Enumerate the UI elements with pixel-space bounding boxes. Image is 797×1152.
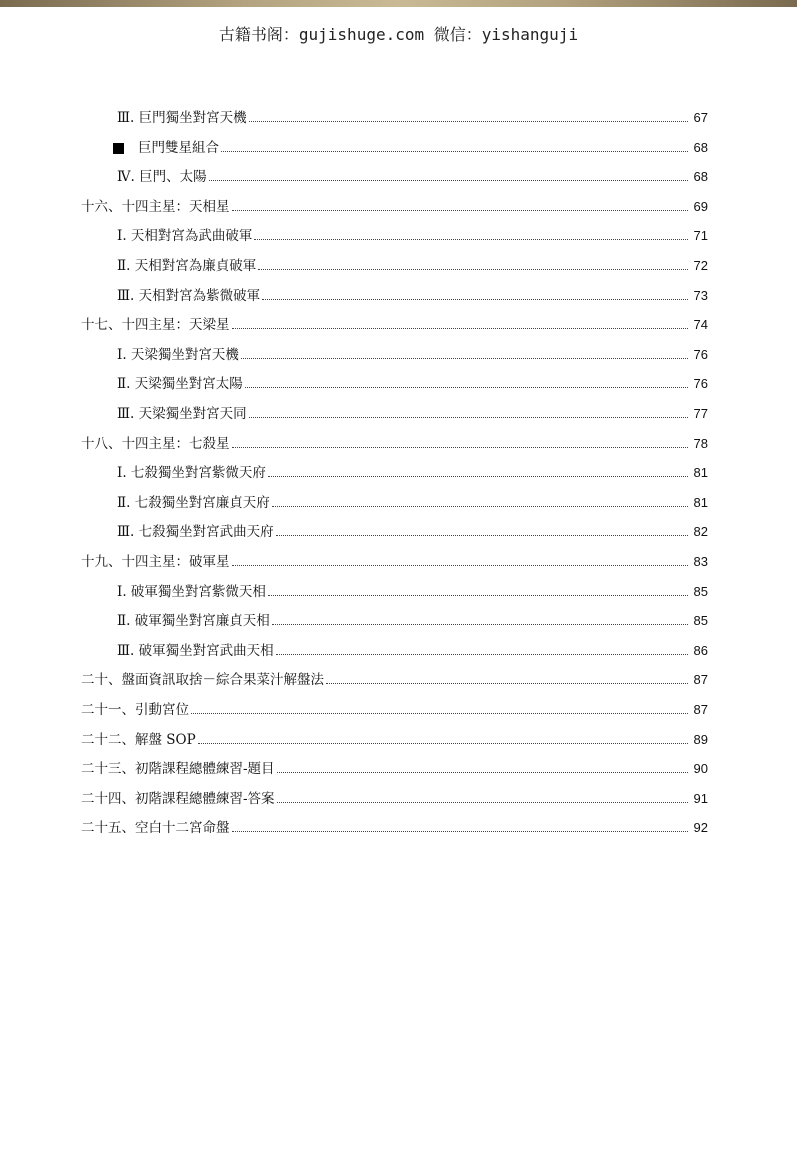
toc-entry-title: 二十三、初階課程總體練習-題目 [81, 761, 275, 778]
toc-entry-page-number: 82 [693, 524, 708, 540]
toc-entry-title: Ⅰ. 天梁獨坐對宮天機 [117, 346, 239, 363]
toc-entry-title: Ⅰ. 天相對宮為武曲破軍 [117, 228, 253, 245]
toc-dot-leader [268, 475, 688, 477]
toc-entry-page-number: 71 [693, 228, 708, 244]
toc-entry[interactable] [117, 255, 708, 275]
toc-dot-leader [276, 653, 688, 655]
toc-dot-leader [232, 209, 689, 211]
toc-dot-leader [241, 357, 688, 359]
toc-entry-page-number: 74 [693, 317, 708, 333]
toc-entry-page-number: 76 [693, 376, 708, 392]
toc-entry[interactable] [117, 492, 708, 512]
toc-dot-leader [268, 594, 688, 596]
toc-entry-title: Ⅲ. 破軍獨坐對宮武曲天相 [117, 642, 274, 659]
toc-entry[interactable] [117, 640, 708, 660]
toc-entry[interactable] [81, 669, 708, 689]
toc-dot-leader [258, 268, 688, 270]
toc-entry[interactable] [81, 433, 708, 453]
toc-entry[interactable] [117, 373, 708, 393]
toc-entry-page-number: 72 [693, 258, 708, 273]
toc-entry-title: 巨門雙星組合 [138, 139, 219, 156]
toc-entry-page-number: 90 [693, 761, 708, 777]
toc-dot-leader [262, 298, 688, 300]
toc-entry-page-number: 68 [693, 169, 708, 185]
toc-entry-page-number: 85 [693, 583, 708, 599]
toc-dot-leader [221, 150, 688, 152]
toc-dot-leader [249, 416, 688, 418]
toc-entry-title: Ⅱ. 破軍獨坐對宮廉貞天相 [117, 613, 270, 630]
toc-entry-title: 二十一、引動宮位 [81, 702, 189, 718]
toc-entry[interactable] [81, 758, 708, 778]
toc-entry-page-number: 81 [693, 494, 708, 510]
toc-entry-page-number: 67 [693, 110, 708, 125]
toc-dot-leader [245, 386, 688, 388]
toc-entry[interactable] [117, 462, 708, 482]
toc-dot-leader [272, 505, 688, 507]
toc-entry-page-number: 92 [693, 820, 708, 836]
toc-entry-title: Ⅱ. 七殺獨坐對宮廉貞天府 [117, 494, 270, 511]
toc-entry[interactable] [117, 403, 708, 423]
toc-entry-page-number: 68 [693, 139, 708, 155]
toc-entry-page-number: 77 [693, 406, 708, 421]
toc-entry-page-number: 78 [693, 435, 708, 451]
toc-entry-title: 十七、十四主星：天梁星 [81, 317, 230, 334]
toc-entry[interactable] [81, 788, 708, 808]
toc-entry-title: Ⅰ. 七殺獨坐對宮紫微天府 [117, 465, 266, 482]
toc-entry-title: Ⅲ. 天梁獨坐對宮天同 [117, 406, 247, 422]
toc-dot-leader [209, 179, 688, 181]
toc-entry[interactable] [81, 729, 708, 749]
toc-entry[interactable] [81, 817, 708, 837]
toc-entry-title: 二十五、空白十二宮命盤 [81, 820, 230, 837]
toc-entry-title: 十八、十四主星：七殺星 [81, 435, 230, 452]
toc-entry-page-number: 83 [693, 554, 708, 569]
toc-entry[interactable] [117, 225, 708, 245]
toc-entry-title: Ⅲ. 七殺獨坐對宮武曲天府 [117, 524, 274, 541]
toc-entry-title: Ⅱ. 天梁獨坐對宮太陽 [117, 376, 243, 393]
toc-dot-leader [277, 801, 688, 803]
toc-dot-leader [232, 564, 689, 566]
toc-entry-page-number: 69 [693, 198, 708, 214]
toc-entry-title: 十九、十四主星：破軍星 [81, 554, 230, 570]
toc-entry-title: Ⅳ. 巨門、太陽 [117, 169, 207, 186]
toc-dot-leader [232, 830, 689, 832]
toc-dot-leader [191, 712, 688, 714]
toc-entry[interactable] [117, 166, 708, 186]
toc-dot-leader [276, 534, 688, 536]
toc-entry-page-number: 73 [693, 287, 708, 303]
toc-dot-leader [232, 327, 689, 329]
toc-entry-title: Ⅱ. 天相對宮為廉貞破軍 [117, 258, 257, 274]
toc-dot-leader [272, 623, 688, 625]
toc-entry-title: Ⅰ. 破軍獨坐對宮紫微天相 [117, 583, 266, 600]
toc-entry[interactable] [81, 699, 708, 719]
toc-entry[interactable] [117, 521, 708, 541]
toc-entry-page-number: 89 [693, 731, 708, 747]
toc-entry-page-number: 76 [693, 346, 708, 362]
toc-dot-leader [249, 120, 688, 122]
square-bullet-icon [113, 143, 124, 154]
toc-entry-title: Ⅲ. 天相對宮為紫微破軍 [117, 287, 261, 304]
toc-dot-leader [277, 771, 688, 773]
toc-entry[interactable] [81, 196, 708, 216]
toc-entry[interactable] [81, 314, 708, 334]
toc-entry-page-number: 85 [693, 613, 708, 629]
toc-entry[interactable] [117, 344, 708, 364]
toc-entry[interactable] [81, 551, 708, 571]
toc-entry-title: Ⅲ. 巨門獨坐對宮天機 [117, 110, 247, 126]
toc-entry[interactable] [117, 137, 708, 157]
toc-entry[interactable] [117, 285, 708, 305]
toc-entry-title: 二十四、初階課程總體練習-答案 [81, 790, 275, 807]
toc-entry-title: 二十二、解盤 SOP [81, 731, 196, 748]
toc-entry-page-number: 87 [693, 672, 708, 688]
page-header: 古籍书阁：gujishuge.com 微信：yishanguji [218, 25, 579, 44]
toc-dot-leader [232, 446, 689, 448]
toc-entry[interactable] [117, 107, 708, 127]
toc-dot-leader [198, 742, 688, 744]
toc-entry[interactable] [117, 581, 708, 601]
toc-dot-leader [326, 682, 688, 684]
toc-entry-page-number: 81 [693, 465, 708, 481]
toc-entry[interactable] [117, 610, 708, 630]
toc-entry-page-number: 87 [693, 702, 708, 717]
toc-dot-leader [254, 238, 688, 240]
toc-entry-title: 二十、盤面資訊取捨－綜合果菜汁解盤法 [81, 672, 324, 689]
toc-entry-title: 十六、十四主星：天相星 [81, 198, 230, 215]
toc-entry-page-number: 86 [693, 642, 708, 658]
toc-entry-page-number: 91 [693, 790, 708, 806]
